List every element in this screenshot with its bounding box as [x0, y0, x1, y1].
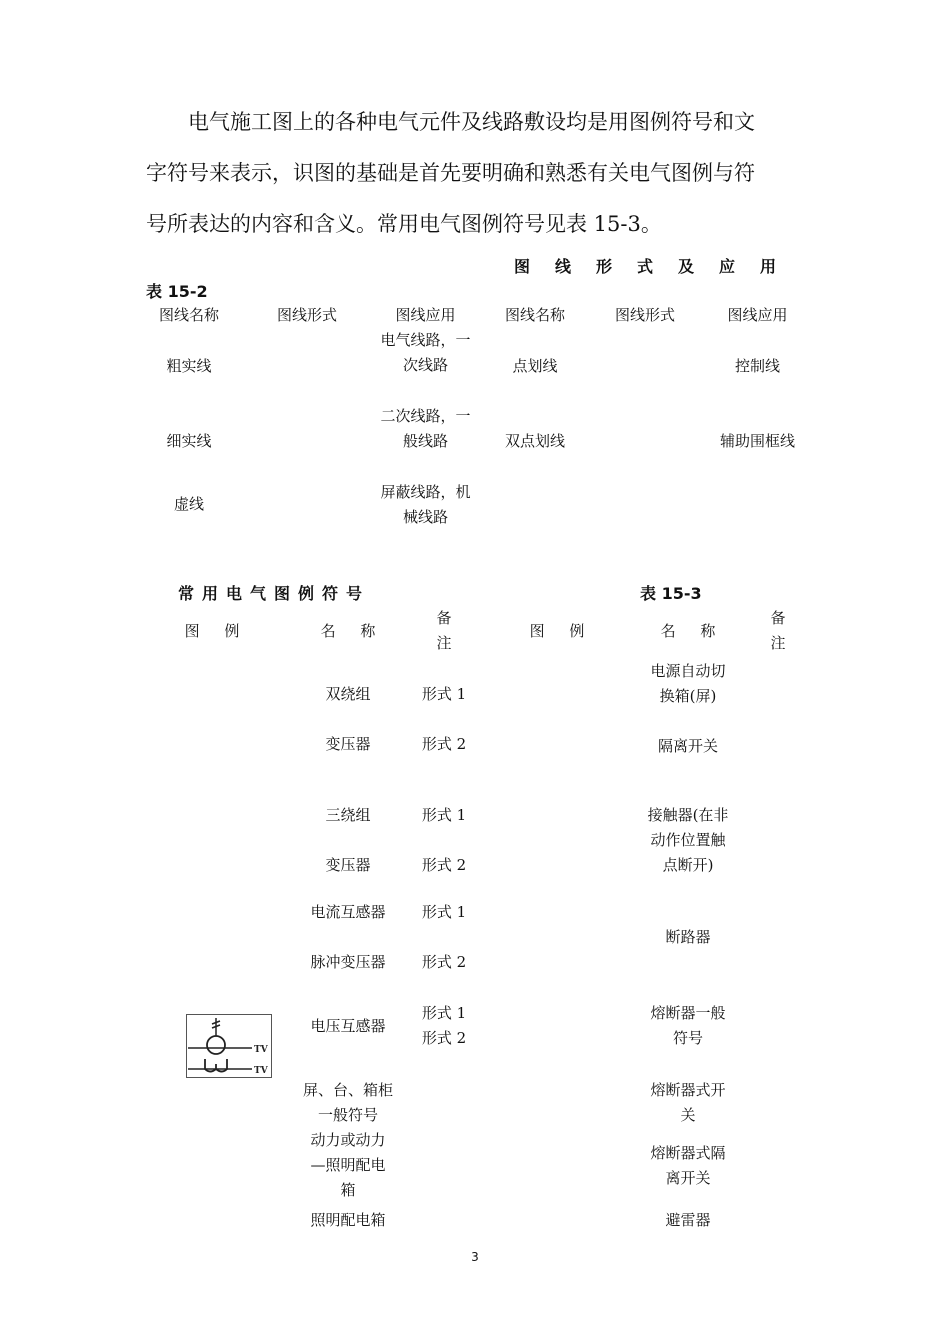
- table1-header-name-right: 图线名称: [504, 306, 565, 324]
- table2-header-name-right: 名 称: [660, 622, 716, 640]
- transformer-2-form2: 形式 2: [421, 856, 467, 874]
- table1-header-form-right: 图线形式: [614, 306, 675, 324]
- table2-header-note-right: [758, 606, 798, 656]
- vt-label-top: TV: [254, 1045, 268, 1055]
- transformer-label-2: 变压器: [325, 856, 371, 874]
- intro-line-2: 字符号来表示，识图的基础是首先要明确和熟悉有关电气图例与符: [146, 161, 755, 185]
- table2-header-symbol-right: 图 例: [529, 622, 585, 640]
- fuse-isolator-line1: 熔断器式隔: [650, 1144, 726, 1162]
- screen-cabinet-label: [296, 1078, 400, 1128]
- voltage-transformer-form1: 形式 1: [421, 1004, 467, 1022]
- table1-header-use-right: 图线应用: [727, 306, 788, 324]
- table1-row1-use-right: 控制线: [734, 357, 780, 375]
- table1-header-name-left: 图线名称: [158, 306, 219, 324]
- contactor-line3: 点断开): [662, 856, 714, 874]
- current-transformer-label: 电流互感器: [310, 903, 386, 921]
- auto-switch-box-line2: 换箱(屏): [659, 687, 717, 705]
- intro-paragraph: [146, 97, 806, 250]
- double-winding-form1: 形式 1: [421, 685, 467, 703]
- contactor-label: [636, 803, 740, 878]
- table2-header-name-left: 名 称: [320, 622, 376, 640]
- auto-switch-box-line1: 电源自动切: [650, 662, 726, 680]
- table1-row2-use-left: [378, 404, 473, 454]
- table1-row2-use-right: 辅助围框线: [719, 432, 795, 450]
- table1-row2-use-left-line2: 般线路: [402, 432, 448, 450]
- fuse-switch-line1: 熔断器式开: [650, 1081, 726, 1099]
- table1-row1-use-left-line1: 电气线路，一: [380, 331, 471, 349]
- table1-number: 表 15-2: [146, 282, 208, 301]
- table1-row3-use-left-line1: 屏蔽线路，机: [380, 483, 471, 501]
- table2-title: 常用电气图例符号: [178, 584, 371, 603]
- fuse-line1: 熔断器一般: [650, 1004, 726, 1022]
- lighting-box-label: 照明配电箱: [310, 1211, 386, 1229]
- table1-header-use-left: 图线应用: [395, 306, 456, 324]
- transformer-label-1: 变压器: [325, 735, 371, 753]
- power-box-line3: 箱: [340, 1181, 356, 1199]
- table2-header-note-left-line2: 注: [436, 634, 452, 652]
- contactor-line2: 动作位置触: [650, 831, 726, 849]
- intro-line-3: 号所表达的内容和含义。常用电气图例符号见表 15-3。: [146, 212, 662, 236]
- table2-header-note-left-line1: 备: [436, 609, 452, 627]
- contactor-line1: 接触器(在非: [647, 806, 729, 824]
- voltage-transformer-label: 电压互感器: [310, 1017, 386, 1035]
- triple-winding-form1: 形式 1: [421, 806, 467, 824]
- breaker-label: 断路器: [665, 928, 711, 946]
- isolating-switch-label: 隔离开关: [657, 737, 718, 755]
- screen-cabinet-line2: 一般符号: [317, 1106, 378, 1124]
- table2-header-symbol-left: 图 例: [184, 622, 240, 640]
- table2-header-note-left: [414, 606, 474, 656]
- pulse-transformer-label: 脉冲变压器: [310, 953, 386, 971]
- power-box-line1: 动力或动力: [310, 1131, 386, 1149]
- table1-row1-use-left: [378, 328, 473, 378]
- table1-row1-use-left-line2: 次线路: [402, 356, 448, 374]
- page-number: 3: [471, 1250, 479, 1264]
- power-box-line2: —照明配电: [310, 1156, 386, 1174]
- table2-header-note-right-line2: 注: [770, 634, 786, 652]
- table1-row2-name-right: 双点划线: [504, 432, 565, 450]
- voltage-transformer-form2: 形式 2: [421, 1029, 467, 1047]
- triple-winding-label: 三绕组: [325, 806, 371, 824]
- fuse-switch-label: [636, 1078, 740, 1128]
- table2-number: 表 15-3: [640, 584, 702, 603]
- voltage-transformer-forms: [414, 1001, 474, 1051]
- intro-line-1: 电气施工图上的各种电气元件及线路敷设均是用图例符号和文: [188, 110, 755, 134]
- current-transformer-form1: 形式 1: [421, 903, 467, 921]
- table1-title: 图线形式及应用: [514, 257, 802, 276]
- vt-label-bottom: TV: [254, 1066, 268, 1076]
- auto-switch-box-label: [636, 659, 740, 709]
- screen-cabinet-line1: 屏、台、箱柜: [302, 1081, 393, 1099]
- voltage-transformer-symbol: [186, 1014, 272, 1078]
- fuse-switch-line2: 关: [680, 1106, 696, 1124]
- fuse-isolator-line2: 离开关: [665, 1169, 711, 1187]
- table1-row1-name-left: 粗实线: [166, 357, 212, 375]
- table1-row3-name-left: 虚线: [173, 495, 204, 513]
- table1-row2-use-left-line1: 二次线路，一: [380, 407, 471, 425]
- table2-header-note-right-line1: 备: [770, 609, 786, 627]
- pulse-transformer-form2: 形式 2: [421, 953, 467, 971]
- arrester-label: 避雷器: [665, 1211, 711, 1229]
- table1-row2-name-left: 细实线: [166, 432, 212, 450]
- table1-header-form-left: 图线形式: [276, 306, 337, 324]
- power-box-label: [296, 1128, 400, 1203]
- table1-row3-use-left-line2: 械线路: [402, 508, 448, 526]
- transformer-1-form2: 形式 2: [421, 735, 467, 753]
- table1-row3-use-left: [378, 480, 473, 530]
- double-winding-label: 双绕组: [325, 685, 371, 703]
- table1-row1-name-right: 点划线: [512, 357, 558, 375]
- fuse-line2: 符号: [672, 1029, 703, 1047]
- fuse-label: [636, 1001, 740, 1051]
- fuse-isolator-label: [636, 1141, 740, 1191]
